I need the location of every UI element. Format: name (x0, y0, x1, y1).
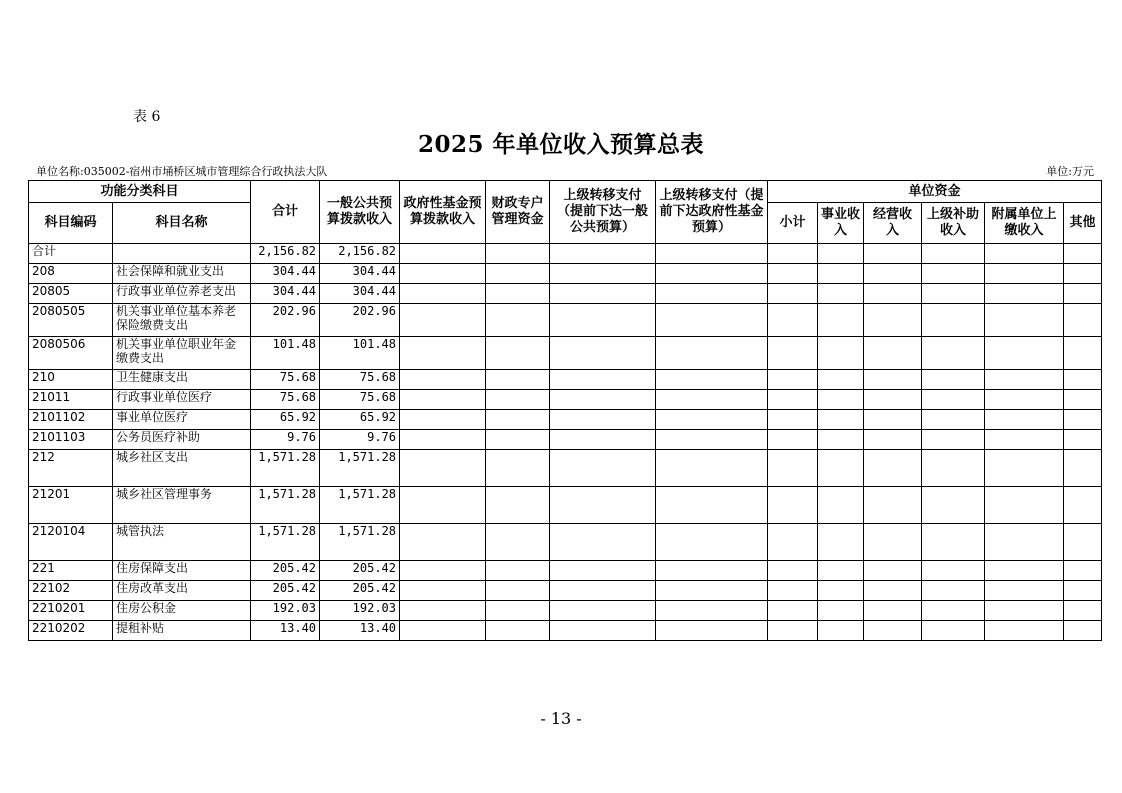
cell-total: 1,571.28 (251, 524, 320, 561)
cell-general-budget: 304.44 (320, 284, 400, 304)
cell-business-income (818, 390, 864, 410)
cell-transfer-general (550, 244, 656, 264)
cell-subtotal (768, 304, 818, 337)
cell-subject-code: 2210202 (29, 621, 113, 641)
cell-subject-code: 2210201 (29, 601, 113, 621)
cell-transfer-general (550, 410, 656, 430)
cell-transfer-general (550, 390, 656, 410)
table-row (29, 487, 1102, 524)
cell-transfer-general (550, 621, 656, 641)
cell-transfer-fund (656, 524, 768, 561)
cell-affiliated-income (985, 621, 1064, 641)
cell-fund-budget (400, 581, 486, 601)
cell-superior-subsidy (922, 370, 985, 390)
cell-other (1064, 430, 1102, 450)
cell-transfer-fund (656, 410, 768, 430)
cell-subtotal (768, 621, 818, 641)
cell-affiliated-income (985, 284, 1064, 304)
unit-name-label: 单位名称:035002-宿州市埇桥区城市管理综合行政执法大队 (36, 165, 328, 178)
cell-fund-budget (400, 450, 486, 487)
cell-other (1064, 621, 1102, 641)
cell-affiliated-income (985, 337, 1064, 370)
table-row (29, 244, 1102, 264)
cell-affiliated-income (985, 601, 1064, 621)
header-subtotal: 小计 (768, 203, 818, 244)
cell-transfer-general (550, 524, 656, 561)
cell-subtotal (768, 487, 818, 524)
header-affiliated-income: 附属单位上缴收入 (985, 203, 1064, 244)
cell-general-budget: 9.76 (320, 430, 400, 450)
cell-business-income (818, 284, 864, 304)
cell-fund-budget (400, 264, 486, 284)
cell-total: 192.03 (251, 601, 320, 621)
cell-affiliated-income (985, 390, 1064, 410)
cell-other (1064, 244, 1102, 264)
cell-superior-subsidy (922, 561, 985, 581)
cell-subject-code: 2101102 (29, 410, 113, 430)
cell-special-account (486, 390, 550, 410)
header-subject-code: 科目编码 (29, 203, 113, 244)
cell-transfer-general (550, 284, 656, 304)
cell-other (1064, 337, 1102, 370)
table-row (29, 284, 1102, 304)
cell-subject-code: 合计 (29, 244, 113, 264)
table-row (29, 524, 1102, 561)
cell-total: 9.76 (251, 430, 320, 450)
cell-fund-budget (400, 370, 486, 390)
cell-business-income (818, 430, 864, 450)
cell-special-account (486, 284, 550, 304)
cell-superior-subsidy (922, 264, 985, 284)
cell-other (1064, 390, 1102, 410)
cell-business-income (818, 450, 864, 487)
cell-subject-name: 住房公积金 (113, 601, 251, 621)
cell-operating-income (864, 450, 922, 487)
cell-subtotal (768, 370, 818, 390)
cell-total: 65.92 (251, 410, 320, 430)
cell-subject-name: 社会保障和就业支出 (113, 264, 251, 284)
header-transfer-general: 上级转移支付（提前下达一般公共预算） (550, 181, 656, 244)
cell-special-account (486, 601, 550, 621)
table-row (29, 304, 1102, 337)
header-unit-funds: 单位资金 (768, 181, 1102, 203)
cell-transfer-general (550, 264, 656, 284)
cell-other (1064, 284, 1102, 304)
cell-business-income (818, 487, 864, 524)
cell-subject-name: 行政事业单位医疗 (113, 390, 251, 410)
table-row (29, 430, 1102, 450)
cell-subject-name: 卫生健康支出 (113, 370, 251, 390)
cell-total: 75.68 (251, 370, 320, 390)
cell-subject-name: 住房保障支出 (113, 561, 251, 581)
cell-operating-income (864, 430, 922, 450)
cell-operating-income (864, 370, 922, 390)
cell-transfer-fund (656, 370, 768, 390)
cell-general-budget: 75.68 (320, 390, 400, 410)
cell-transfer-fund (656, 581, 768, 601)
cell-subtotal (768, 390, 818, 410)
cell-transfer-general (550, 487, 656, 524)
cell-subtotal (768, 284, 818, 304)
cell-business-income (818, 370, 864, 390)
cell-business-income (818, 581, 864, 601)
cell-superior-subsidy (922, 581, 985, 601)
cell-total: 205.42 (251, 561, 320, 581)
cell-general-budget: 192.03 (320, 601, 400, 621)
cell-other (1064, 601, 1102, 621)
cell-subject-code: 21011 (29, 390, 113, 410)
cell-subject-name: 城乡社区管理事务 (113, 487, 251, 524)
table-number-label: 表 6 (133, 109, 161, 125)
cell-general-budget: 2,156.82 (320, 244, 400, 264)
cell-superior-subsidy (922, 390, 985, 410)
cell-subject-code: 2101103 (29, 430, 113, 450)
cell-operating-income (864, 284, 922, 304)
table-row (29, 601, 1102, 621)
cell-affiliated-income (985, 430, 1064, 450)
cell-total: 13.40 (251, 621, 320, 641)
header-functional-classification: 功能分类科目 (29, 181, 251, 203)
cell-subject-name: 城管执法 (113, 524, 251, 561)
cell-transfer-fund (656, 430, 768, 450)
cell-business-income (818, 410, 864, 430)
page-title: 2025 年单位收入预算总表 (417, 131, 705, 158)
cell-business-income (818, 601, 864, 621)
cell-transfer-general (550, 561, 656, 581)
cell-affiliated-income (985, 304, 1064, 337)
cell-subtotal (768, 410, 818, 430)
cell-subtotal (768, 581, 818, 601)
cell-fund-budget (400, 337, 486, 370)
cell-fund-budget (400, 390, 486, 410)
cell-transfer-fund (656, 244, 768, 264)
table-row (29, 450, 1102, 487)
cell-subtotal (768, 430, 818, 450)
cell-other (1064, 410, 1102, 430)
cell-fund-budget (400, 304, 486, 337)
cell-transfer-fund (656, 264, 768, 284)
cell-other (1064, 581, 1102, 601)
cell-business-income (818, 264, 864, 284)
cell-subtotal (768, 450, 818, 487)
cell-transfer-general (550, 450, 656, 487)
cell-operating-income (864, 264, 922, 284)
cell-transfer-fund (656, 284, 768, 304)
cell-affiliated-income (985, 561, 1064, 581)
cell-transfer-fund (656, 621, 768, 641)
cell-superior-subsidy (922, 430, 985, 450)
cell-affiliated-income (985, 450, 1064, 487)
header-other: 其他 (1064, 203, 1102, 244)
cell-subject-name: 事业单位医疗 (113, 410, 251, 430)
cell-operating-income (864, 487, 922, 524)
cell-operating-income (864, 337, 922, 370)
cell-subject-name: 提租补贴 (113, 621, 251, 641)
cell-superior-subsidy (922, 524, 985, 561)
cell-transfer-general (550, 430, 656, 450)
header-operating-income: 经营收入 (864, 203, 922, 244)
cell-fund-budget (400, 244, 486, 264)
cell-general-budget: 101.48 (320, 337, 400, 370)
cell-affiliated-income (985, 370, 1064, 390)
cell-superior-subsidy (922, 244, 985, 264)
cell-transfer-fund (656, 601, 768, 621)
cell-other (1064, 524, 1102, 561)
cell-subtotal (768, 561, 818, 581)
cell-subtotal (768, 601, 818, 621)
cell-other (1064, 304, 1102, 337)
cell-business-income (818, 304, 864, 337)
cell-subject-code: 221 (29, 561, 113, 581)
table-row (29, 337, 1102, 370)
cell-subject-name: 行政事业单位养老支出 (113, 284, 251, 304)
cell-subject-code: 22102 (29, 581, 113, 601)
cell-subject-code: 2120104 (29, 524, 113, 561)
cell-total: 1,571.28 (251, 450, 320, 487)
cell-general-budget: 1,571.28 (320, 524, 400, 561)
cell-fund-budget (400, 284, 486, 304)
cell-transfer-fund (656, 561, 768, 581)
cell-general-budget: 205.42 (320, 581, 400, 601)
cell-fund-budget (400, 487, 486, 524)
cell-subject-name (113, 244, 251, 264)
cell-special-account (486, 581, 550, 601)
cell-fund-budget (400, 621, 486, 641)
cell-subject-name: 住房改革支出 (113, 581, 251, 601)
cell-subtotal (768, 524, 818, 561)
cell-subtotal (768, 337, 818, 370)
cell-superior-subsidy (922, 601, 985, 621)
cell-total: 1,571.28 (251, 487, 320, 524)
cell-total: 304.44 (251, 264, 320, 284)
cell-superior-subsidy (922, 621, 985, 641)
page-number: - 13 - (540, 709, 582, 728)
cell-business-income (818, 561, 864, 581)
header-business-income: 事业收入 (818, 203, 864, 244)
header-total: 合计 (251, 181, 320, 244)
table-row (29, 390, 1102, 410)
cell-subject-name: 城乡社区支出 (113, 450, 251, 487)
cell-subtotal (768, 264, 818, 284)
cell-transfer-general (550, 370, 656, 390)
cell-general-budget: 202.96 (320, 304, 400, 337)
table-row (29, 561, 1102, 581)
cell-business-income (818, 337, 864, 370)
cell-transfer-fund (656, 487, 768, 524)
cell-transfer-fund (656, 390, 768, 410)
cell-general-budget: 65.92 (320, 410, 400, 430)
cell-subject-code: 20805 (29, 284, 113, 304)
cell-operating-income (864, 244, 922, 264)
table-row (29, 410, 1102, 430)
cell-special-account (486, 244, 550, 264)
cell-operating-income (864, 561, 922, 581)
cell-special-account (486, 524, 550, 561)
cell-fund-budget (400, 410, 486, 430)
cell-special-account (486, 450, 550, 487)
cell-business-income (818, 621, 864, 641)
cell-affiliated-income (985, 487, 1064, 524)
cell-affiliated-income (985, 244, 1064, 264)
cell-affiliated-income (985, 410, 1064, 430)
table-row (29, 581, 1102, 601)
cell-total: 101.48 (251, 337, 320, 370)
cell-general-budget: 304.44 (320, 264, 400, 284)
cell-operating-income (864, 601, 922, 621)
cell-subject-name: 机关事业单位职业年金缴费支出 (113, 337, 251, 370)
cell-special-account (486, 410, 550, 430)
cell-subject-code: 210 (29, 370, 113, 390)
cell-special-account (486, 430, 550, 450)
cell-total: 205.42 (251, 581, 320, 601)
cell-affiliated-income (985, 264, 1064, 284)
table-row (29, 621, 1102, 641)
cell-transfer-general (550, 581, 656, 601)
cell-special-account (486, 304, 550, 337)
cell-business-income (818, 244, 864, 264)
cell-other (1064, 450, 1102, 487)
cell-superior-subsidy (922, 284, 985, 304)
cell-superior-subsidy (922, 304, 985, 337)
header-transfer-fund: 上级转移支付（提前下达政府性基金预算） (656, 181, 768, 244)
cell-superior-subsidy (922, 487, 985, 524)
cell-total: 75.68 (251, 390, 320, 410)
cell-fund-budget (400, 601, 486, 621)
cell-general-budget: 1,571.28 (320, 487, 400, 524)
cell-total: 202.96 (251, 304, 320, 337)
cell-special-account (486, 621, 550, 641)
cell-special-account (486, 370, 550, 390)
cell-transfer-general (550, 304, 656, 337)
cell-general-budget: 205.42 (320, 561, 400, 581)
cell-operating-income (864, 621, 922, 641)
cell-special-account (486, 337, 550, 370)
header-special-account: 财政专户管理资金 (486, 181, 550, 244)
cell-operating-income (864, 524, 922, 561)
cell-affiliated-income (985, 524, 1064, 561)
cell-total: 304.44 (251, 284, 320, 304)
cell-subject-code: 21201 (29, 487, 113, 524)
table-row (29, 370, 1102, 390)
cell-special-account (486, 561, 550, 581)
cell-general-budget: 13.40 (320, 621, 400, 641)
cell-operating-income (864, 410, 922, 430)
currency-unit-label: 单位:万元 (1046, 165, 1094, 178)
cell-general-budget: 75.68 (320, 370, 400, 390)
cell-other (1064, 264, 1102, 284)
cell-subtotal (768, 244, 818, 264)
cell-superior-subsidy (922, 450, 985, 487)
header-general-budget: 一般公共预算拨款收入 (320, 181, 400, 244)
cell-general-budget: 1,571.28 (320, 450, 400, 487)
cell-subject-name: 公务员医疗补助 (113, 430, 251, 450)
cell-fund-budget (400, 561, 486, 581)
header-superior-subsidy: 上级补助收入 (922, 203, 985, 244)
cell-subject-code: 2080506 (29, 337, 113, 370)
cell-subject-code: 212 (29, 450, 113, 487)
cell-transfer-general (550, 601, 656, 621)
cell-transfer-fund (656, 337, 768, 370)
cell-transfer-fund (656, 450, 768, 487)
cell-special-account (486, 264, 550, 284)
cell-operating-income (864, 304, 922, 337)
table-row (29, 264, 1102, 284)
header-fund-budget: 政府性基金预算拨款收入 (400, 181, 486, 244)
header-subject-name: 科目名称 (113, 203, 251, 244)
cell-superior-subsidy (922, 410, 985, 430)
cell-operating-income (864, 390, 922, 410)
cell-fund-budget (400, 430, 486, 450)
cell-transfer-fund (656, 304, 768, 337)
cell-transfer-general (550, 337, 656, 370)
cell-other (1064, 561, 1102, 581)
budget-table (28, 180, 1102, 641)
cell-affiliated-income (985, 581, 1064, 601)
cell-fund-budget (400, 524, 486, 561)
cell-business-income (818, 524, 864, 561)
cell-total: 2,156.82 (251, 244, 320, 264)
cell-superior-subsidy (922, 337, 985, 370)
cell-subject-name: 机关事业单位基本养老保险缴费支出 (113, 304, 251, 337)
cell-other (1064, 487, 1102, 524)
cell-special-account (486, 487, 550, 524)
cell-other (1064, 370, 1102, 390)
cell-subject-code: 208 (29, 264, 113, 284)
cell-operating-income (864, 581, 922, 601)
cell-subject-code: 2080505 (29, 304, 113, 337)
